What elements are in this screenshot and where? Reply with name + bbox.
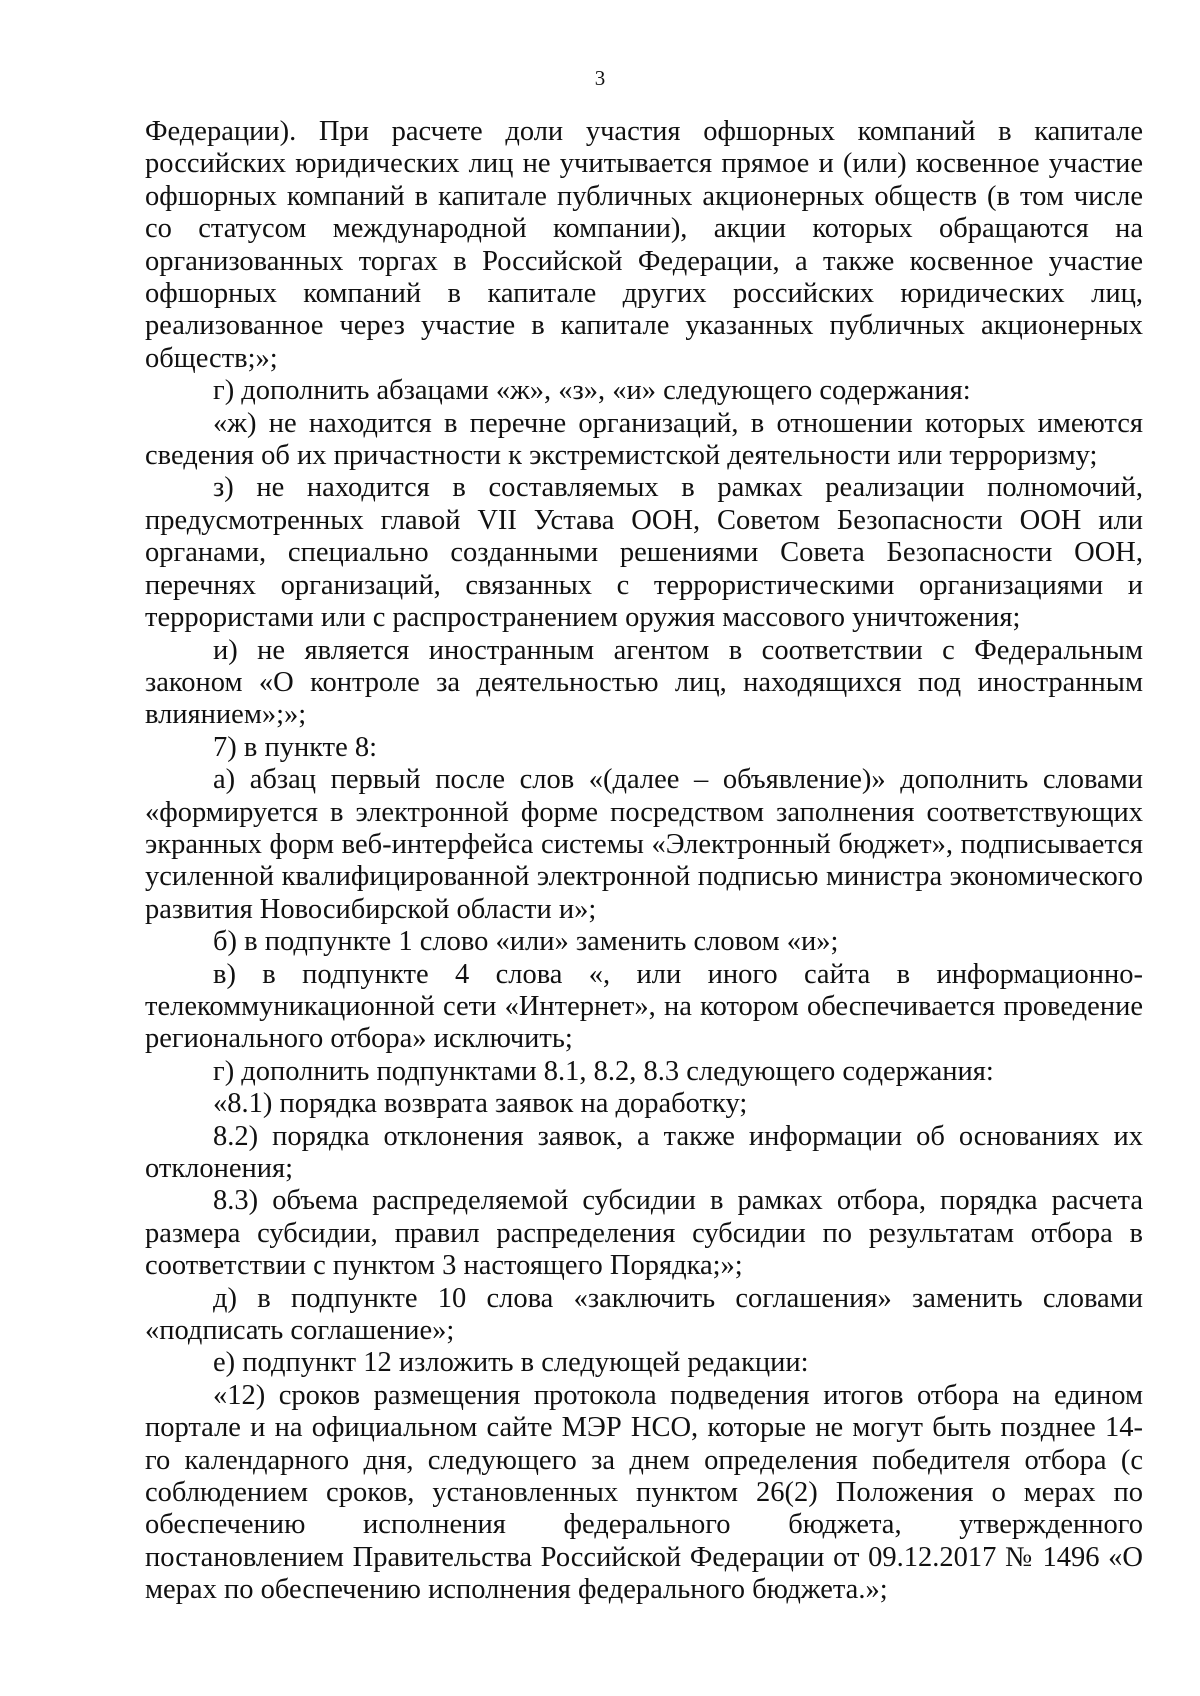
paragraph: 8.2) порядка отклонения заявок, а также информации об основаниях их отклонения;: [145, 1120, 1143, 1184]
paragraph: г) дополнить абзацами «ж», «з», «и» следующего содержания:: [213, 375, 971, 407]
paragraph: а) абзац первый после слов «(далее – объявление)» дополнить словами «формируется в электронной форме посредством заполнения соответствующих экранных форм веб-интерфейса системы «Электронный бюджет», подписывается усиленной квалифицированной электронной подписью министра экономического развития Новосибирской области и»;: [145, 764, 1143, 925]
paragraph: «ж) не находится в перечне организаций, в отношении которых имеются сведения об их причастности к экстремистской деятельности или терроризму;: [145, 407, 1143, 472]
paragraph: е) подпункт 12 изложить в следующей редакции:: [213, 1347, 809, 1379]
paragraph: «8.1) порядка возврата заявок на доработку;: [213, 1088, 748, 1120]
paragraph: 8.3) объема распределяемой субсидии в рамках отбора, порядка расчета размера субсидии, правил распределения субсидии по результатам отбора в соответствии с пунктом 3 настоящего Порядка;»;: [145, 1185, 1143, 1282]
paragraph: д) в подпункте 10 слова «заключить соглашения» заменить словами «подписать соглашение»;: [145, 1282, 1143, 1347]
paragraph: и) не является иностранным агентом в соответствии с Федеральным законом «О контроле за деятельностью лиц, находящихся под иностранным влиянием»;»;: [145, 634, 1143, 731]
paragraph: з) не находится в составляемых в рамках реализации полномочий, предусмотренных главой VII Устава ООН, Советом Безопасности ООН или органами, специально созданными решениями Совета Безопасности ООН, перечнях организаций, связанных с террористическими организациями и террористами или с распространением оружия массового уничтожения;: [145, 472, 1143, 634]
paragraph: г) дополнить подпунктами 8.1, 8.2, 8.3 следующего содержания:: [213, 1055, 994, 1087]
paragraph: б) в подпункте 1 слово «или» заменить словом «и»;: [213, 926, 839, 958]
document-body: [145, 116, 1143, 1607]
paragraph-continuation: Федерации). При расчете доли участия офшорных компаний в капитале российских юридических лиц не учитывается прямое и (или) косвенное участие офшорных компаний в капитале публичных акционерных обществ (в том числе со статусом международной компании), акции которых обращаются на организованных торгах в Российской Федерации, а также косвенное участие офшорных компаний в капитале других российских юридических лиц, реализованное через участие в капитале указанных публичных акционерных обществ;»;: [145, 116, 1143, 374]
paragraph: 7) в пункте 8:: [213, 731, 378, 763]
paragraph: «12) сроков размещения протокола подведения итогов отбора на едином портале и на официальном сайте МЭР НСО, которые не могут быть позднее 14-го календарного дня, следующего за днем определения победителя отбора (с соблюдением сроков, установленных пунктом 26(2) Положения о мерах по обеспечению исполнения федерального бюджета, утвержденного постановлением Правительства Российской Федерации от 09.12.2017 № 1496 «О мерах по обеспечению исполнения федерального бюджета.»;: [145, 1379, 1143, 1606]
page-number: 3: [594, 66, 606, 90]
paragraph: в) в подпункте 4 слова «, или иного сайта в информационно-телекоммуникационной сети «Интернет», на котором обеспечивается проведение регионального отбора» исключить;: [145, 958, 1143, 1055]
